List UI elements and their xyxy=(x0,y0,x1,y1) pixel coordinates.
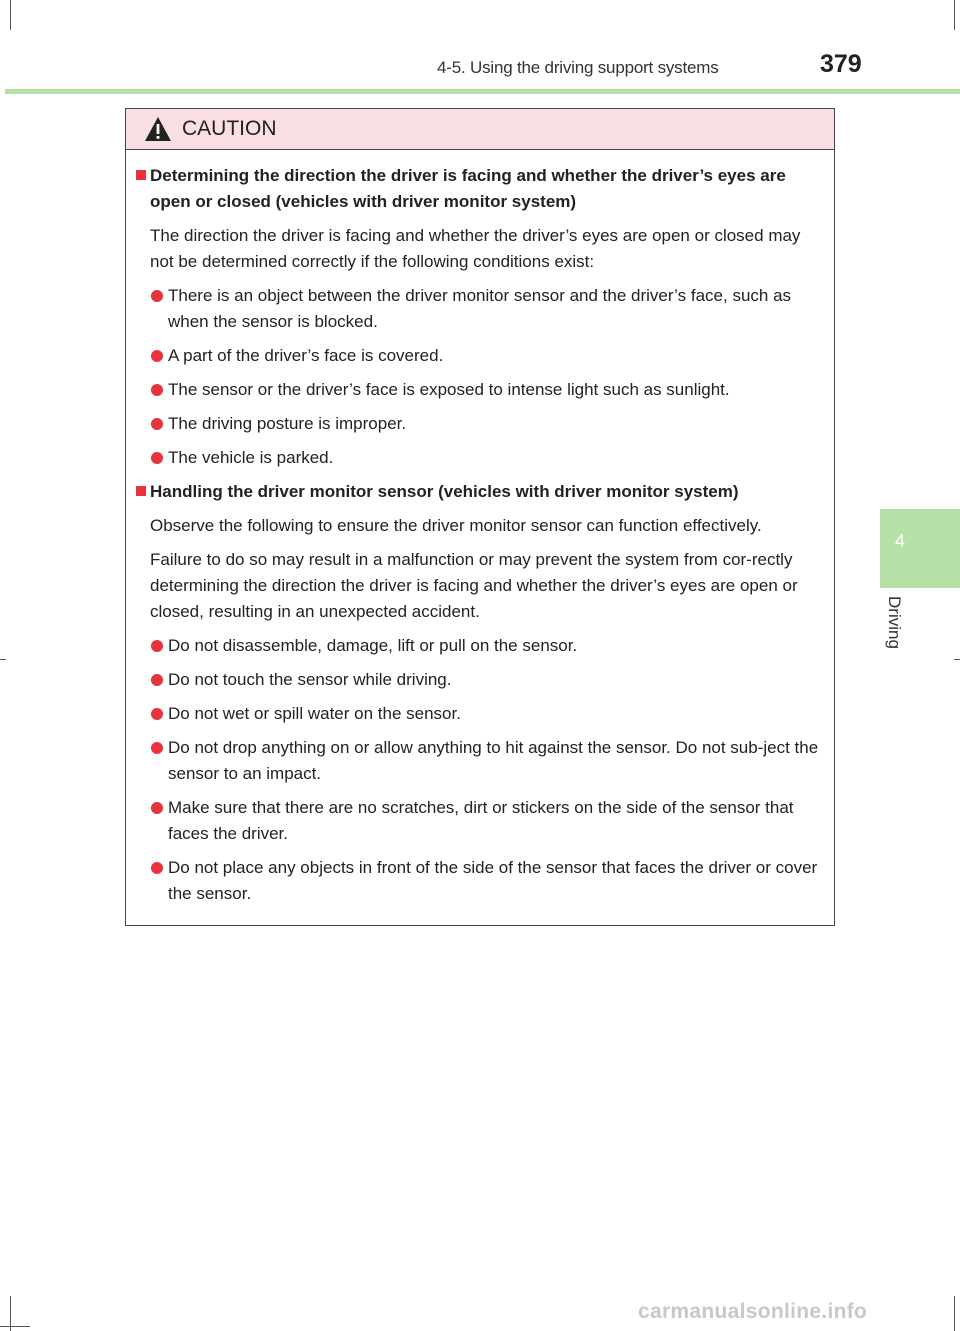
bullet-dot-icon xyxy=(151,384,163,396)
chapter-number: 4 xyxy=(894,531,905,551)
bullet-dot-icon xyxy=(151,802,163,814)
header-divider xyxy=(5,89,960,94)
list-item-text: The sensor or the driver’s face is exposed to intense light such as sunlight. xyxy=(168,380,730,399)
list-item-text: There is an object between the driver monitor sensor and the driver’s face, such as when the sensor is blocked. xyxy=(168,286,792,331)
bullet-dot-icon xyxy=(151,674,163,686)
bullet-dot-icon xyxy=(151,452,163,464)
crop-mark xyxy=(0,1326,30,1327)
list-item-text: Do not drop anything on or allow anything to hit against the sensor. Do not sub-ject the sensor to an impact. xyxy=(168,738,819,783)
bullet-dot-icon xyxy=(151,640,163,652)
bullet-dot-icon xyxy=(151,742,163,754)
bullet-dot-icon xyxy=(151,350,163,362)
caution-title: CAUTION xyxy=(182,117,277,140)
crop-mark xyxy=(954,0,955,30)
list-item-text: Do not disassemble, damage, lift or pull on the sensor. xyxy=(168,636,578,655)
list-item xyxy=(136,633,826,659)
list-item-text: Make sure that there are no scratches, dirt or stickers on the side of the sensor that faces the driver. xyxy=(168,798,794,843)
section-heading-text: Handling the driver monitor sensor (vehicles with driver monitor system) xyxy=(150,482,739,501)
section-heading xyxy=(136,163,826,215)
caution-header xyxy=(126,109,834,150)
watermark: carmanualsonline.info xyxy=(638,1300,868,1323)
crop-mark xyxy=(10,0,11,30)
list-item-text: A part of the driver’s face is covered. xyxy=(168,346,444,365)
list-item xyxy=(136,855,826,907)
list-item xyxy=(136,795,826,847)
list-item-text: The driving posture is improper. xyxy=(168,414,407,433)
warning-triangle-icon xyxy=(144,116,172,142)
caution-box xyxy=(125,108,835,926)
list-item xyxy=(136,701,826,727)
crop-mark xyxy=(954,1296,955,1331)
list-item-text: The vehicle is parked. xyxy=(168,448,334,467)
list-item xyxy=(136,283,826,335)
crop-mark xyxy=(0,659,6,660)
list-item-text: Do not wet or spill water on the sensor. xyxy=(168,704,461,723)
chapter-label: Driving xyxy=(885,596,904,649)
list-item xyxy=(136,377,826,403)
paragraph: Observe the following to ensure the driver monitor sensor can function effectively. xyxy=(150,516,762,535)
page-number: 379 xyxy=(820,50,862,78)
list-item-text: Do not touch the sensor while driving. xyxy=(168,670,452,689)
list-item xyxy=(136,343,826,369)
bullet-dot-icon xyxy=(151,418,163,430)
list-item-text: Do not place any objects in front of the side of the sensor that faces the driver or cover the sensor. xyxy=(168,858,818,903)
crop-mark xyxy=(954,659,960,660)
paragraph: The direction the driver is facing and whether the driver’s eyes are open or closed may not be determined correctly if the following conditions exist: xyxy=(150,226,801,271)
bullet-dot-icon xyxy=(151,862,163,874)
square-bullet-icon xyxy=(136,486,146,496)
section-heading-text: Determining the direction the driver is facing and whether the driver’s eyes are open or closed (vehicles with driver monitor system) xyxy=(150,166,786,211)
list-item xyxy=(136,445,826,471)
list-item xyxy=(136,411,826,437)
bullet-dot-icon xyxy=(151,290,163,302)
section-heading xyxy=(136,479,826,505)
list-item xyxy=(136,735,826,787)
paragraph: Failure to do so may result in a malfunction or may prevent the system from cor-rectly determining the direction the driver is facing and whether the driver’s eyes are open or closed, resulting in an unexpected accident. xyxy=(150,550,798,621)
list-item xyxy=(136,667,826,693)
square-bullet-icon xyxy=(136,170,146,180)
section-title: 4-5. Using the driving support systems xyxy=(437,58,719,77)
bullet-dot-icon xyxy=(151,708,163,720)
caution-content xyxy=(136,163,826,915)
